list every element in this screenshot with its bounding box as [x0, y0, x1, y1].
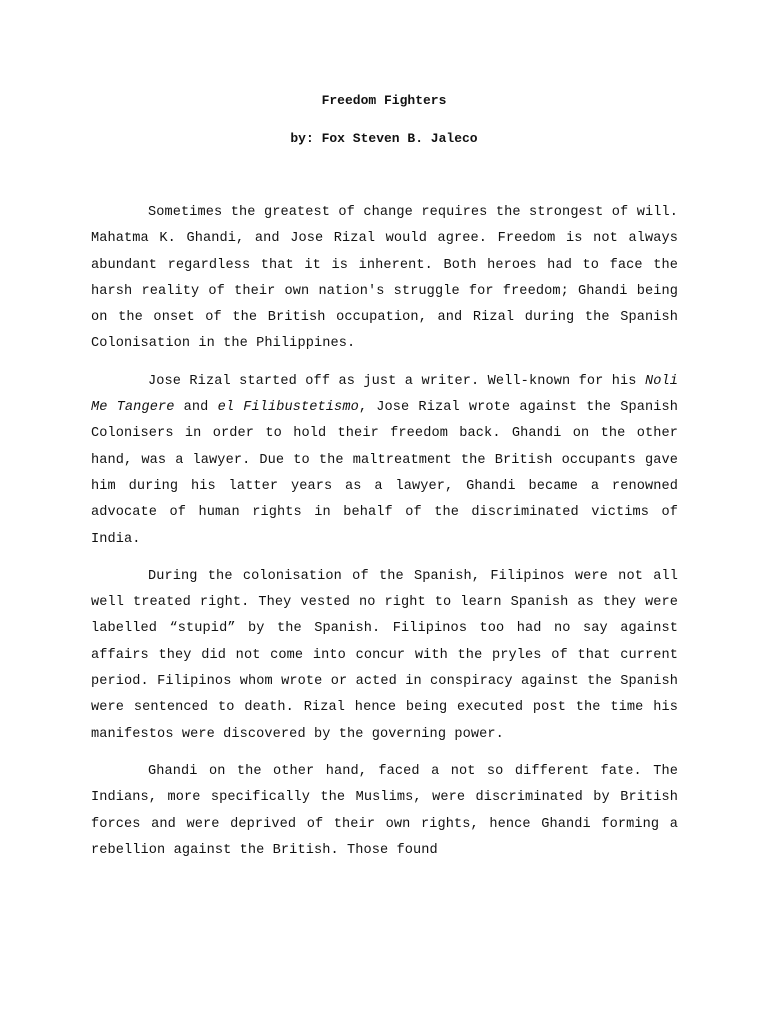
paragraph-1: Sometimes the greatest of change requires the strongest of will. Mahatma K. Ghandi, and Jose Rizal would agree. Freedom is not always abundant regardless that it is inherent. Both heroes had to face the harsh reality of their own nation's struggle for freedom; Ghandi being on the onset of the British occupation, and Rizal during the Spanish Colonisation in the Philippines. [91, 205, 678, 352]
document-author: by: Fox Steven B. Jaleco [290, 131, 478, 146]
paragraph-2-text-c: , Jose Rizal wrote against the Spanish Colonisers in order to hold their freedom back. Ghandi on the other hand, was a lawyer. Due to the maltreatment the British occupants gave him during his latter years as a lawyer, Ghandi became a renowned advocate of human rights in behalf of the discriminated victims of India. [91, 400, 678, 547]
paragraph-2 [91, 369, 678, 553]
document-body [91, 200, 678, 875]
paragraph-4: Ghandi on the other hand, faced a not so different fate. The Indians, more specifically the Muslims, were discriminated by British forces and were deprived of their own rights, hence Ghandi forming a rebellion against the British. Those found [91, 763, 678, 858]
book-title-fili: el Filibustetismo [217, 400, 359, 416]
book-title-noli: Noli Me Tangere [91, 373, 678, 416]
paragraph-2-text-b: and [174, 400, 218, 416]
paragraph-2-text-a: Jose Rizal started off as just a writer. Well-known for his [148, 373, 645, 389]
document-title: Freedom Fighters [321, 93, 447, 108]
paragraph-3: During the colonisation of the Spanish, Filipinos were not all well treated right. They vested no right to learn Spanish as they were labelled “stupid” by the Spanish. Filipinos too had no say against affairs they did not come into concur with the pryles of that current period. Filipinos whom wrote or acted in conspiracy against the Spanish were sentenced to death. Rizal hence being executed post the time his manifestos were discovered by the governing power. [91, 568, 678, 742]
